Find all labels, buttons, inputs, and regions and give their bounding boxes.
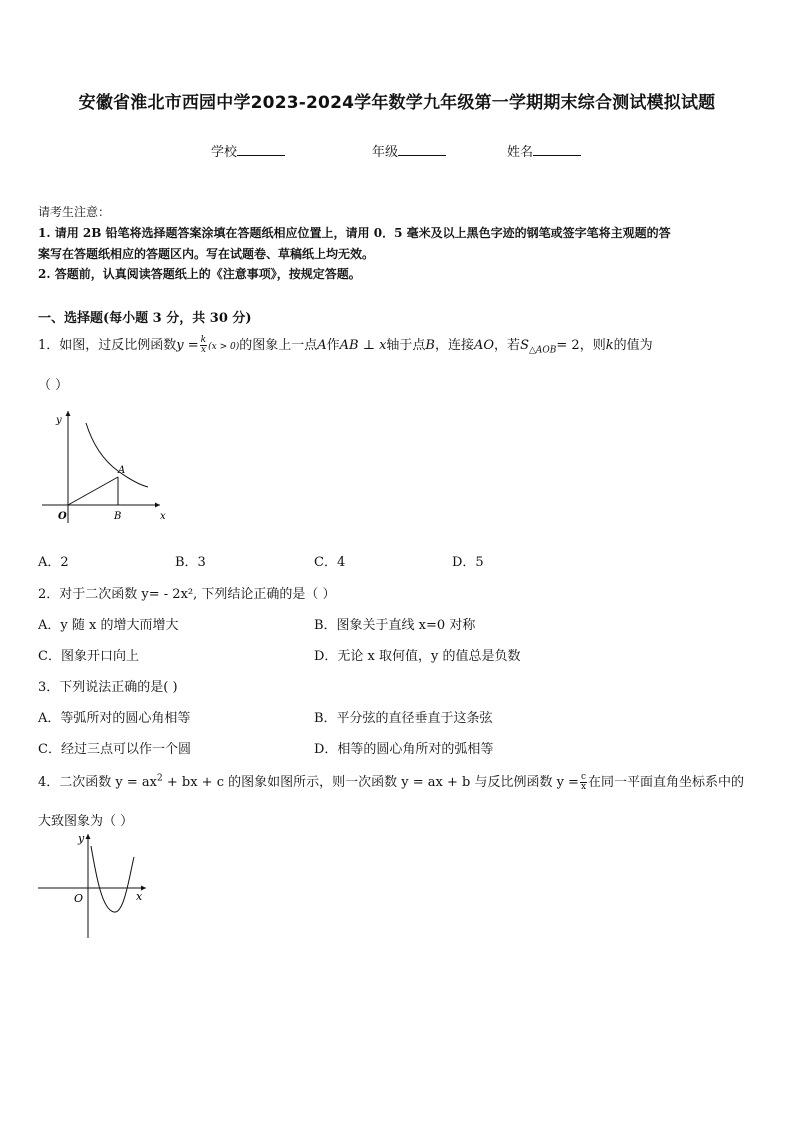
q1-y-arrow [66, 411, 71, 416]
q1-segment-ao [68, 477, 118, 505]
q2-stem: 2．对于二次函数 y= - 2x², 下列结论正确的是（ ） [38, 587, 336, 602]
q1-perp: AB ⊥ x [339, 338, 387, 353]
q1-answer-paren: （ ） [38, 378, 69, 393]
q3-option-b: B．平分弦的直径垂直于这条弦 [314, 711, 493, 726]
q3-option-a: A．等弧所对的圆心角相等 [38, 711, 191, 726]
name-blank [533, 143, 581, 156]
q1-frac-den: x [200, 345, 206, 355]
q1-stem [38, 334, 653, 356]
q1-x-arrow [155, 503, 160, 508]
school-blank [237, 143, 285, 156]
q4-prefix: 4．二次函数 y = ax [38, 775, 157, 790]
q4-fig-y-label: y [78, 832, 85, 845]
q1-fig-b-label: B [114, 511, 122, 522]
q4-y-arrow [86, 834, 91, 839]
q4-frac-den: x [580, 782, 587, 792]
q1-option-b: B．3 [175, 555, 206, 570]
q3-option-c: C．经过三点可以作一个圆 [38, 742, 191, 757]
q1-domain: (x > 0) [208, 342, 240, 352]
q4-sup: 2 [157, 773, 163, 784]
q1-area-val: = 2 [556, 338, 580, 353]
school-label: 学校 [211, 145, 238, 160]
notice-item1-line2: 案写在答题纸相应的答题区内。写在试题卷、草稿纸上均无效。 [38, 247, 375, 261]
q1-fig-y-label: y [56, 415, 62, 426]
q4-fig-x-label: x [136, 890, 143, 903]
q1-text-6: ，则 [579, 338, 606, 353]
q4-fig-o-label: O [74, 892, 84, 905]
q1-seg-ao: AO [474, 338, 495, 353]
q4-suffix: 在同一平面直角坐标系中的 [588, 775, 745, 790]
grade-blank [398, 143, 446, 156]
q4-frac-num: c [580, 772, 587, 782]
name-field [507, 141, 581, 160]
q1-fig-a-label: A [118, 465, 126, 476]
q1-option-c: C．4 [314, 555, 346, 570]
notice-item1-line1: 1. 请用 2B 铅笔将选择题答案涂填在答题纸相应位置上，请用 0．5 毫米及以上黑色字迹的钢笔或签字笔将主观题的答 [38, 226, 671, 240]
q3-option-d: D．相等的圆心角所对的弧相等 [314, 742, 494, 757]
q2-option-c: C．图象开口向上 [38, 649, 139, 664]
q2-option-a: A．y 随 x 的增大而增大 [38, 618, 179, 633]
q1-point-a: A [317, 338, 327, 353]
school-field [211, 141, 285, 160]
q4-stem-line2: 大致图象为（ ） [38, 814, 134, 829]
q4-parabola [91, 846, 134, 912]
q1-fraction [200, 336, 207, 355]
q1-text-3: 轴于点 [386, 338, 426, 353]
q1-figure [36, 405, 176, 525]
q1-text-5: ，若 [494, 338, 521, 353]
grade-field [372, 141, 446, 160]
q4-stem [38, 771, 744, 792]
q4-fraction [580, 773, 587, 792]
notice-item2: 2. 答题前，认真阅读答题纸上的《注意事项》，按规定答题。 [38, 267, 361, 281]
q1-area-s: S [520, 338, 529, 353]
q1-fig-x-label: x [160, 511, 166, 522]
q1-option-d: D．5 [452, 555, 484, 570]
q1-text-4: ，连接 [434, 338, 474, 353]
q1-fig-o-label: O [58, 511, 67, 522]
grade-label: 年级 [372, 145, 399, 160]
q2-option-d: D．无论 x 取何值，y 的值总是负数 [314, 649, 521, 664]
q4-text-1: + bx + c 的图象如图所示，则一次函数 y = ax + b 与反比例函数 y = [162, 775, 579, 790]
q1-k: k [605, 338, 614, 353]
page-title: 安徽省淮北市西园中学2023-2024学年数学九年级第一学期期末综合测试模拟试题 [78, 93, 716, 113]
q1-option-a: A．2 [38, 555, 69, 570]
q1-prefix: 1．如图，过反比例函数 [38, 338, 177, 353]
q3-stem: 3．下列说法正确的是( ) [38, 680, 178, 695]
q1-text-2: 作 [326, 338, 340, 353]
q4-figure [34, 830, 154, 942]
section1-heading: 一、选择题(每小题 3 分，共 30 分) [38, 311, 252, 326]
q1-frac-num: k [200, 335, 207, 345]
notice-heading: 请考生注意： [38, 205, 111, 219]
name-label: 姓名 [507, 145, 534, 160]
q1-text-1: 的图象上一点 [239, 338, 318, 353]
q1-func-lhs: y = [176, 338, 199, 353]
q1-area-sub: △AOB [528, 345, 557, 356]
q1-point-b: B [425, 338, 435, 353]
q1-suffix: 的值为 [613, 338, 653, 353]
q2-option-b: B．图象关于直线 x=0 对称 [314, 618, 476, 633]
